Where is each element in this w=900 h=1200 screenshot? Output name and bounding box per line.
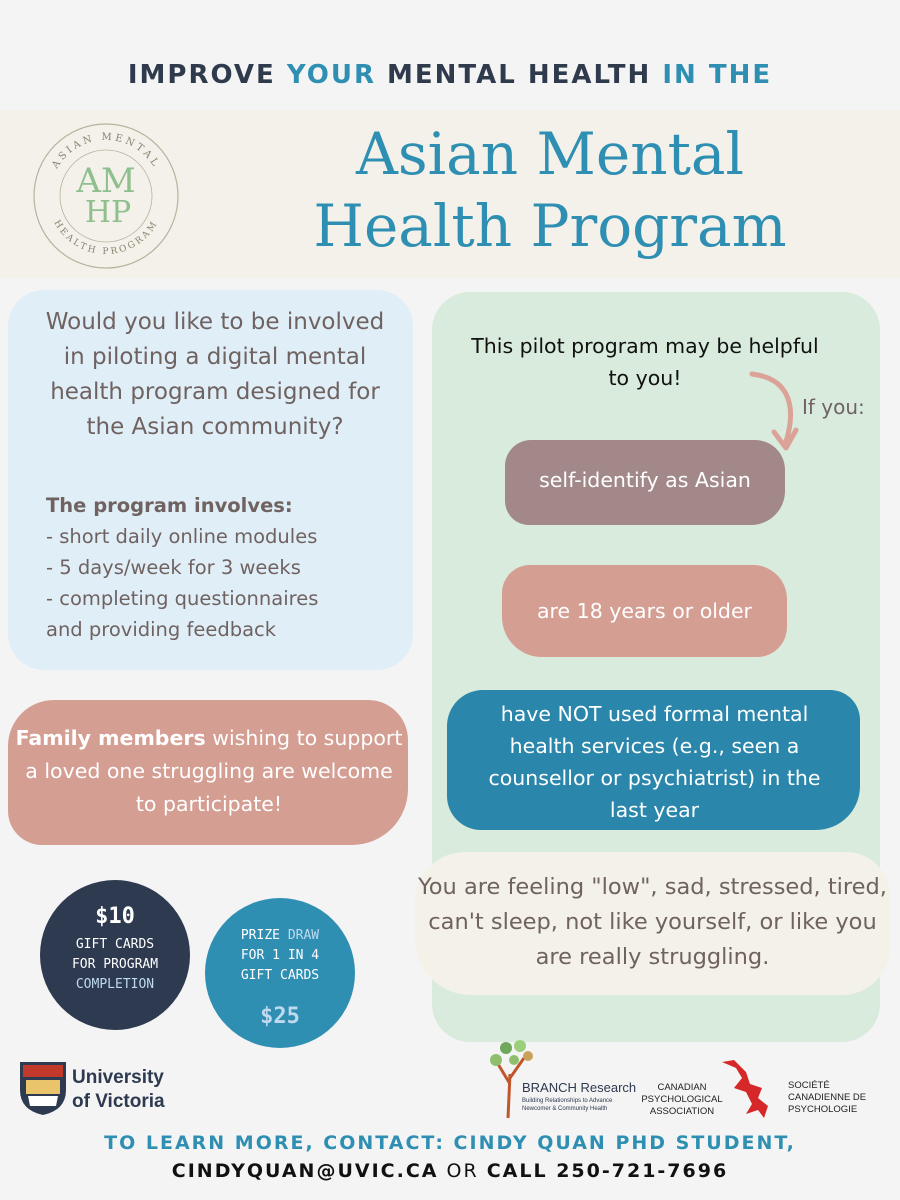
prize-draw-circle bbox=[205, 898, 355, 1048]
eligibility-intro: This pilot program may be helpful to you! bbox=[471, 334, 819, 390]
involves-item: - completing questionnaires bbox=[46, 587, 319, 610]
branch-name: BRANCH Research bbox=[522, 1080, 637, 1095]
criterion-age: are 18 years or older bbox=[502, 565, 787, 657]
prize-amount: $25 bbox=[260, 1004, 300, 1029]
prize-label: PRIZE bbox=[240, 928, 288, 943]
uvic-line-1: University bbox=[72, 1067, 164, 1088]
tagline-part-2: YOUR bbox=[286, 60, 376, 90]
tagline-part-3: MENTAL HEALTH bbox=[375, 60, 652, 90]
amhp-logo bbox=[28, 118, 184, 274]
contact-email[interactable]: CINDYQUAN@UVIC.CA bbox=[171, 1160, 439, 1182]
criterion-services-text: have NOT used formal mental health services (e.g., seen a counsellor or psychiatrist) in the last year bbox=[488, 702, 821, 822]
feeling-bubble bbox=[415, 852, 890, 995]
family-text bbox=[14, 722, 404, 821]
contact-or: OR bbox=[438, 1160, 487, 1182]
tagline-part-1: IMPROVE bbox=[127, 60, 287, 90]
tagline bbox=[0, 60, 900, 90]
contact-details bbox=[0, 1160, 900, 1182]
involves-item: - 5 days/week for 3 weeks bbox=[46, 556, 301, 579]
logo-text-bottom: HEALTH PROGRAM bbox=[51, 218, 161, 258]
draw-label: DRAW bbox=[287, 928, 320, 943]
gift-card-circle bbox=[40, 880, 190, 1030]
prize-draw-line: FOR 1 IN 4 bbox=[240, 948, 320, 963]
involves-item: - short daily online modules bbox=[46, 525, 318, 548]
feeling-text: You are feeling "low", sad, stressed, tired, can't sleep, not like yourself, or like you are really struggling. bbox=[418, 874, 887, 970]
family-bold: Family members bbox=[15, 726, 206, 750]
maple-leaf-icon bbox=[712, 1058, 780, 1122]
logo-text-top: ASIAN MENTAL bbox=[50, 131, 162, 171]
cpa-name: CANADIAN PSYCHOLOGICAL ASSOCIATION bbox=[641, 1082, 723, 1117]
tagline-part-4: IN THE bbox=[662, 60, 773, 90]
prize-draw-line bbox=[205, 926, 355, 946]
involves-item: and providing feedback bbox=[46, 618, 277, 641]
gift-card-line: FOR PROGRAM bbox=[71, 957, 159, 972]
uvic-line-2: of Victoria bbox=[72, 1091, 165, 1112]
program-involves-list bbox=[46, 490, 406, 645]
criterion-services bbox=[447, 690, 860, 830]
uvic-wordmark bbox=[72, 1066, 165, 1114]
if-you-label: If you: bbox=[802, 395, 865, 419]
gift-card-line: COMPLETION bbox=[75, 977, 155, 992]
prize-draw-line: GIFT CARDS bbox=[240, 968, 320, 983]
logo-monogram-top: AM bbox=[76, 161, 136, 201]
family-rest: wishing to support a loved one struggling are welcome to participate! bbox=[25, 726, 403, 816]
gift-card-line: GIFT CARDS bbox=[75, 937, 155, 952]
gift-card-amount: $10 bbox=[95, 904, 135, 929]
branch-subtitle: Building Relationships to Advance Newcomer & Community Health bbox=[522, 1098, 613, 1112]
contact-line: TO LEARN MORE, CONTACT: CINDY QUAN PHD STUDENT, bbox=[104, 1132, 796, 1154]
page-title bbox=[220, 118, 880, 262]
contact-phone[interactable]: CALL 250-721-7696 bbox=[486, 1160, 729, 1182]
title-line-1: Asian Mental bbox=[355, 120, 745, 188]
logo-monogram-bottom: HP bbox=[84, 195, 132, 230]
involves-heading: The program involves: bbox=[46, 494, 293, 517]
uvic-crest-icon bbox=[18, 1060, 68, 1116]
scp-name: SOCIÉTÉ CANADIENNE DE PSYCHOLOGIE bbox=[788, 1080, 867, 1115]
title-line-2: Health Program bbox=[313, 192, 787, 260]
program-question: Would you like to be involved in piloting a digital mental health program designed for the Asian community? bbox=[45, 309, 385, 440]
criterion-asian: self-identify as Asian bbox=[505, 440, 785, 525]
